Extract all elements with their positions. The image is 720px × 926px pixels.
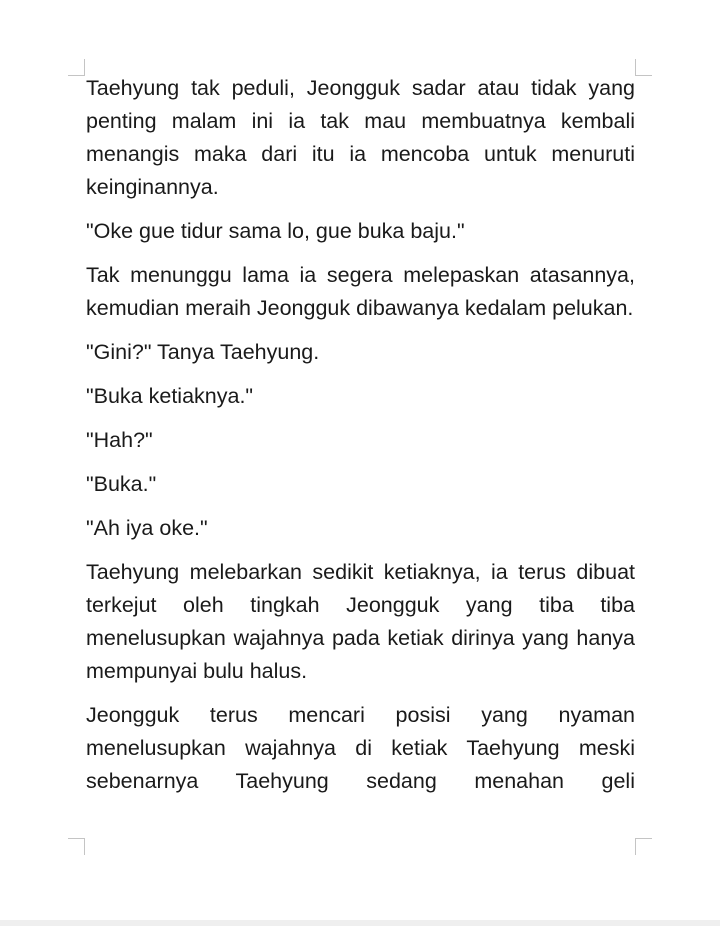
paragraph: Tak menunggu lama ia segera melepaskan atasannya, kemudian meraih Jeongguk dibawanya kedalam pelukan.: [86, 263, 635, 320]
paragraph: "Oke gue tidur sama lo, gue buka baju.": [86, 219, 465, 243]
paragraph: Taehyung tak peduli, Jeongguk sadar atau tidak yang penting malam ini ia tak mau membuatnya kembali menangis maka dari itu ia mencoba untuk menuruti keinginannya.: [86, 76, 635, 199]
paragraph: "Ah iya oke.": [86, 516, 208, 540]
margin-corner-bottom-left: [68, 838, 85, 855]
margin-corner-top-right: [635, 59, 652, 76]
paragraph: Jeongguk terus mencari posisi yang nyaman menelusupkan wajahnya di ketiak Taehyung meski sebenarnya Taehyung sedang menahan geli: [86, 703, 635, 793]
paragraph: "Gini?" Tanya Taehyung.: [86, 340, 320, 364]
page-gap: [0, 920, 720, 926]
paragraph: Taehyung melebarkan sedikit ketiaknya, ia terus dibuat terkejut oleh tingkah Jeongguk yang tiba tiba menelusupkan wajahnya pada ketiak dirinya yang hanya mempunyai bulu halus.: [86, 560, 635, 683]
paragraph: "Buka.": [86, 472, 157, 496]
document-body[interactable]: [86, 72, 635, 840]
paragraph: "Hah?": [86, 428, 153, 452]
margin-corner-top-left: [68, 59, 85, 76]
paragraph: "Buka ketiaknya.": [86, 384, 254, 408]
margin-corner-bottom-right: [635, 838, 652, 855]
